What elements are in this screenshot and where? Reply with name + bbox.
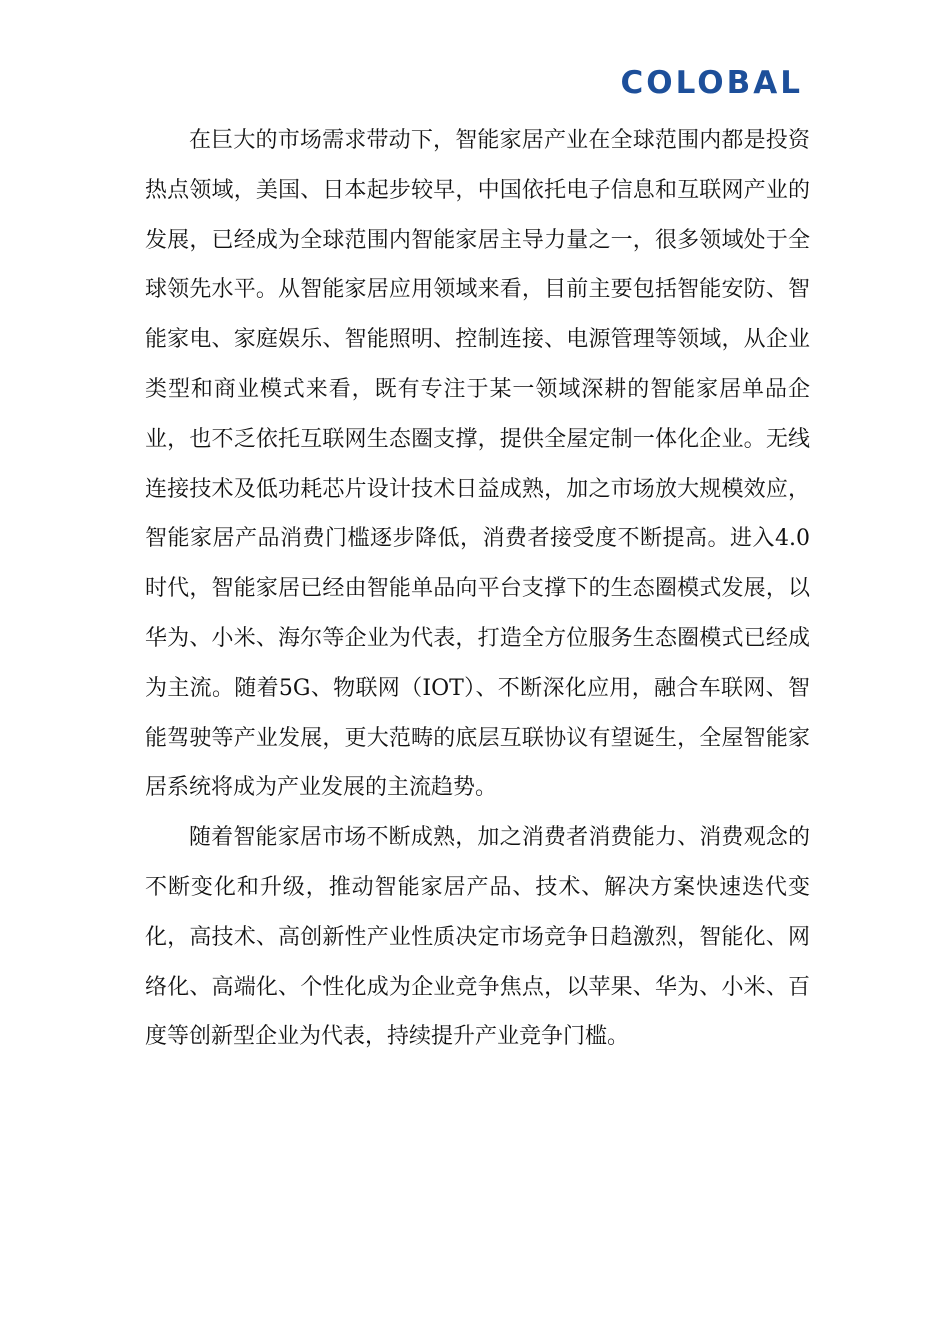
colobal-logo: COLOBAL <box>620 65 803 101</box>
document-body <box>145 116 810 1062</box>
paragraph-1: 在巨大的市场需求带动下，智能家居产业在全球范围内都是投资热点领域，美国、日本起步较早，中国依托电子信息和互联网产业的发展，已经成为全球范围内智能家居主导力量之一，很多领域处于全球领先水平。从智能家居应用领域来看，目前主要包括智能安防、智能家电、家庭娱乐、智能照明、控制连接、电源管理等领域，从企业类型和商业模式来看，既有专注于某一领域深耕的智能家居单品企业，也不乏依托互联网生态圈支撑，提供全屋定制一体化企业。无线连接技术及低功耗芯片设计技术日益成熟，加之市场放大规模效应，智能家居产品消费门槛逐步降低，消费者接受度不断提高。进入4.0时代，智能家居已经由智能单品向平台支撑下的生态圈模式发展，以华为、小米、海尔等企业为代表，打造全方位服务生态圈模式已经成为主流。随着5G、物联网（IOT）、不断深化应用，融合车联网、智能驾驶等产业发展，更大范畴的底层互联协议有望诞生，全屋智能家居系统将成为产业发展的主流趋势。 <box>145 128 810 801</box>
paragraph-2: 随着智能家居市场不断成熟，加之消费者消费能力、消费观念的不断变化和升级，推动智能家居产品、技术、解决方案快速迭代变化，高技术、高创新性产业性质决定市场竞争日趋激烈，智能化、网络化、高端化、个性化成为企业竞争焦点，以苹果、华为、小米、百度等创新型企业为代表，持续提升产业竞争门槛。 <box>145 825 810 1050</box>
